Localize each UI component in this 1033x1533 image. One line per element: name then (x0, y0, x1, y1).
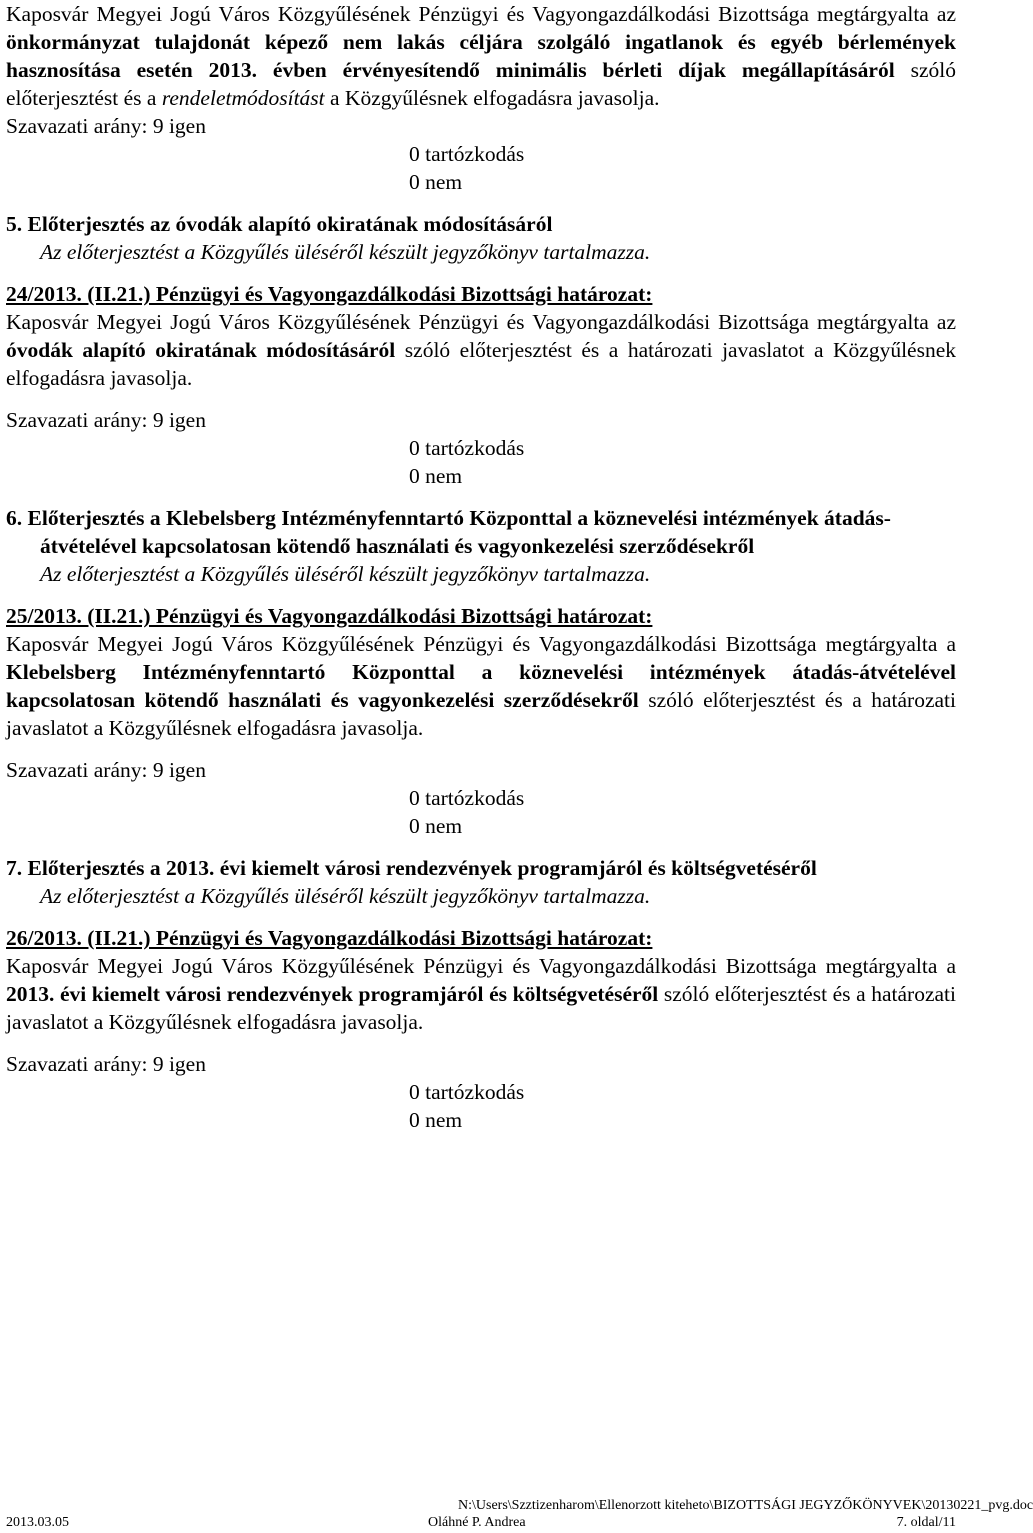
agenda-item-note: Az előterjesztést a Közgyűlés üléséről készült jegyzőkönyv tartalmazza. (40, 884, 651, 908)
body-bold-text: önkormányzat tulajdonát képező nem lakás céljára szolgáló ingatlanok és egyéb bérlemények hasznosítása esetén 2013. évben érvényesítendő minimális bérleti díjak megállapításáról (6, 30, 956, 82)
vote-yes: Szavazati arány: 9 igen (6, 114, 206, 138)
resolution-number: 24/2013. (II.21.) Pénzügyi és Vagyongazdálkodási Bizottsági határozat: (6, 282, 653, 306)
vote-no: 0 nem (409, 1108, 463, 1132)
vote-abstain: 0 tartózkodás (409, 786, 525, 810)
body-text: szóló előterjesztést és a (6, 58, 956, 110)
document-page (6, 0, 956, 1134)
body-text: Kaposvár Megyei Jogú Város Közgyűlésének Pénzügyi és Vagyongazdálkodási Bizottsága megtárgyalta az (6, 2, 956, 26)
agenda-item-heading: 5. Előterjesztés az óvodák alapító okiratának módosításáról (6, 212, 553, 236)
agenda-item-note: Az előterjesztést a Közgyűlés üléséről készült jegyzőkönyv tartalmazza. (40, 240, 651, 264)
vote-no: 0 nem (409, 170, 463, 194)
vote-abstain: 0 tartózkodás (409, 1080, 525, 1104)
resolution-body: Kaposvár Megyei Jogú Város Közgyűlésének Pénzügyi és Vagyongazdálkodási Bizottsága megtárgyalta az óvodák alapító okiratának módosításáról szóló előterjesztést és a határozati javaslatot a Közgyűlésnek elfogadásra javasolja. (6, 310, 956, 390)
vote-yes: Szavazati arány: 9 igen (6, 1052, 206, 1076)
vote-abstain: 0 tartózkodás (409, 142, 525, 166)
vote-ratio (6, 1050, 956, 1134)
vote-yes: Szavazati arány: 9 igen (6, 408, 206, 432)
resolution-body: Kaposvár Megyei Jogú Város Közgyűlésének Pénzügyi és Vagyongazdálkodási Bizottsága megtárgyalta a Klebelsberg Intézményfenntartó Központtal a köznevelési intézmények átadás-átvételével kapcsolatosan kötendő használati és vagyonkezelési szerződésekről szóló előterjesztést és a határozati javaslatot a Közgyűlésnek elfogadásra javasolja. (6, 632, 956, 740)
body-italic-text: rendeletmódosítást (161, 86, 325, 110)
vote-ratio (6, 112, 956, 196)
vote-abstain: 0 tartózkodás (409, 436, 525, 460)
resolution-number: 26/2013. (II.21.) Pénzügyi és Vagyongazdálkodási Bizottsági határozat: (6, 926, 653, 950)
body-text: a Közgyűlésnek elfogadásra javasolja. (324, 86, 660, 110)
vote-no: 0 nem (409, 464, 463, 488)
agenda-item-heading: 7. Előterjesztés a 2013. évi kiemelt városi rendezvények programjáról és költségvetéséről (6, 856, 817, 880)
resolution-body: Kaposvár Megyei Jogú Város Közgyűlésének Pénzügyi és Vagyongazdálkodási Bizottsága megtárgyalta a 2013. évi kiemelt városi rendezvények programjáról és költségvetéséről szóló előterjesztést és a határozati javaslatot a Közgyűlésnek elfogadásra javasolja. (6, 954, 956, 1034)
footer-page-number: 7. oldal/11 (896, 1515, 956, 1530)
agenda-item-heading: 6. Előterjesztés a Klebelsberg Intézményfenntartó Központtal a köznevelési intézmények átadás-átvételével kapcsolatosan kötendő használati és vagyonkezelési szerződésekről (6, 506, 891, 558)
resolution-number: 25/2013. (II.21.) Pénzügyi és Vagyongazdálkodási Bizottsági határozat: (6, 604, 653, 628)
agenda-item-note: Az előterjesztést a Közgyűlés üléséről készült jegyzőkönyv tartalmazza. (40, 562, 651, 586)
footer-file-path: N:\Users\Szztizenharom\Ellenorzott kiteheto\BIZOTTSÁGI JEGYZŐKÖNYVEK\20130221_pvg.doc (458, 1498, 1033, 1513)
vote-yes: Szavazati arány: 9 igen (6, 758, 206, 782)
footer-date: 2013.03.05 (6, 1515, 69, 1530)
resolution-body-top (6, 0, 956, 112)
footer-author: Oláhné P. Andrea (428, 1515, 526, 1530)
vote-no: 0 nem (409, 814, 463, 838)
vote-ratio (6, 406, 956, 490)
vote-ratio (6, 756, 956, 840)
